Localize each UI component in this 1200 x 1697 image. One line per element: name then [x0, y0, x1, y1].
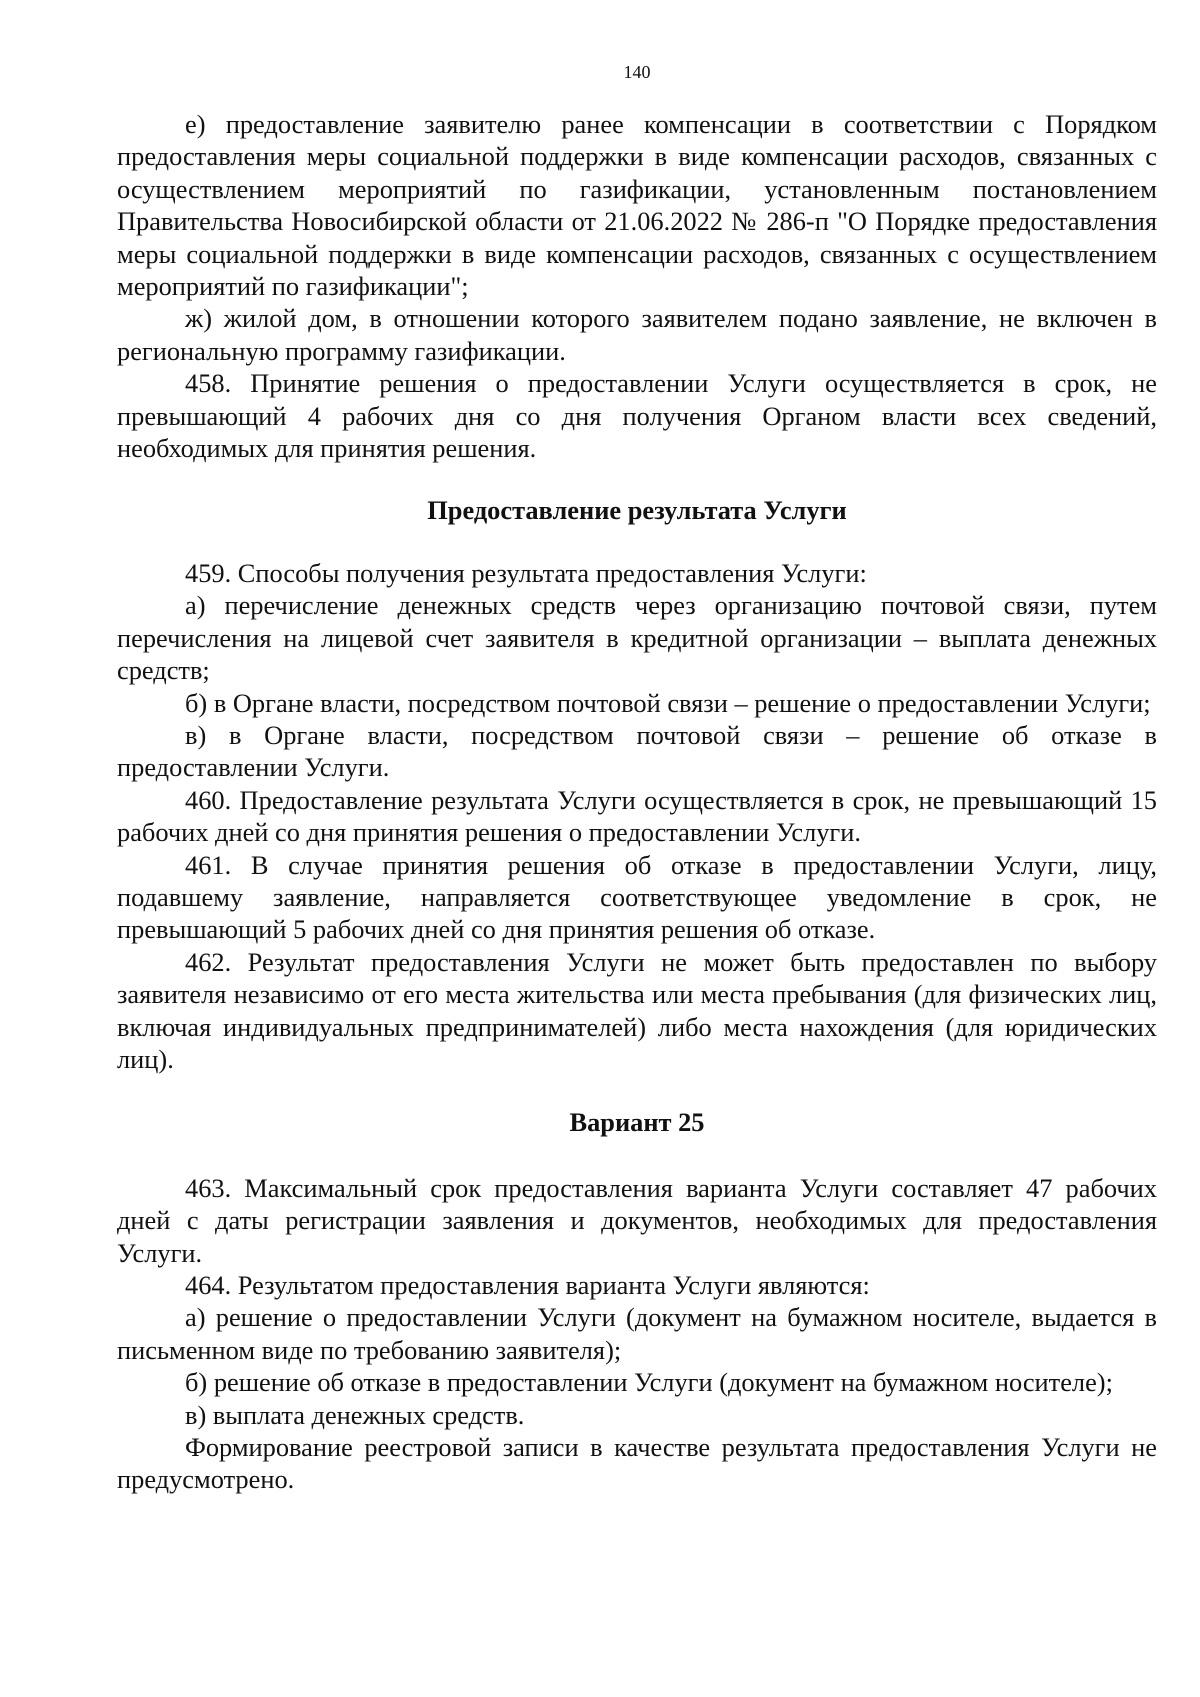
page-number: 140	[623, 62, 651, 82]
paragraph-registry-note: Формирование реестровой записи в качестве результата предоставления Услуги не предусмотрено.	[117, 1432, 1157, 1495]
paragraph-464-a: а) решение о предоставлении Услуги (документ на бумажном носителе, выдается в письменном виде по требованию заявителя);	[117, 1302, 1157, 1365]
paragraph-458: 458. Принятие решения о предоставлении Услуги осуществляется в срок, не превышающий 4 рабочих дня со дня получения Органом власти всех сведений, необходимых для принятия решения.	[117, 368, 1157, 464]
paragraph-459: 459. Способы получения результата предоставления Услуги:	[185, 557, 867, 588]
paragraph-459-v: в) в Органе власти, посредством почтовой связи – решение об отказе в предоставлении Услуги.	[117, 719, 1157, 783]
section-heading-variant-25: Вариант 25	[569, 1107, 705, 1138]
paragraph-463: 463. Максимальный срок предоставления варианта Услуги составляет 47 рабочих дней с даты регистрации заявления и документов, необходимых для предоставления Услуги.	[117, 1172, 1157, 1268]
paragraph-464: 464. Результатом предоставления варианта Услуги являются:	[185, 1270, 870, 1300]
document-page	[117, 60, 1157, 1496]
paragraph-459-b: б) в Органе власти, посредством почтовой связи – решение о предоставлении Услуги;	[185, 687, 1151, 718]
paragraph-461: 461. В случае принятия решения об отказе в предоставлении Услуги, лицу, подавшему заявление, направляется соответствующее уведомление в срок, не превышающий 5 рабочих дней со дня принятия решения об отказе.	[117, 849, 1157, 945]
paragraph-464-b: б) решение об отказе в предоставлении Услуги (документ на бумажном носителе);	[185, 1367, 1113, 1398]
paragraph-zh-house: ж) жилой дом, в отношении которого заявителем подано заявление, не включен в региональную программу газификации.	[117, 303, 1157, 366]
paragraph-e-compensation: е) предоставление заявителю ранее компенсации в соответствии с Порядком предоставления меры социальной поддержки в виде компенсации расходов, связанных с осуществлением мероприятий по газификации, установленным постановлением Правительства Новосибирской области от 21.06.2022 № 286-п "О Порядке предоставления меры социальной поддержки в виде компенсации расходов, связанных с осуществлением мероприятий по газификации";	[117, 109, 1157, 302]
paragraph-462: 462. Результат предоставления Услуги не может быть предоставлен по выбору заявителя независимо от его места жительства или места пребывания (для физических лиц, включая индивидуальных предпринимателей) либо места нахождения (для юридических лиц).	[117, 946, 1157, 1074]
paragraph-464-v: в) выплата денежных средств.	[185, 1399, 525, 1430]
paragraph-459-a: а) перечисление денежных средств через организацию почтовой связи, путем перечисления на лицевой счет заявителя в кредитной организации – выплата денежных средств;	[117, 590, 1157, 686]
section-heading-result: Предоставление результата Услуги	[427, 495, 847, 526]
paragraph-460: 460. Предоставление результата Услуги осуществляется в срок, не превышающий 15 рабочих дней со дня принятия решения о предоставлении Услуги.	[117, 784, 1157, 848]
